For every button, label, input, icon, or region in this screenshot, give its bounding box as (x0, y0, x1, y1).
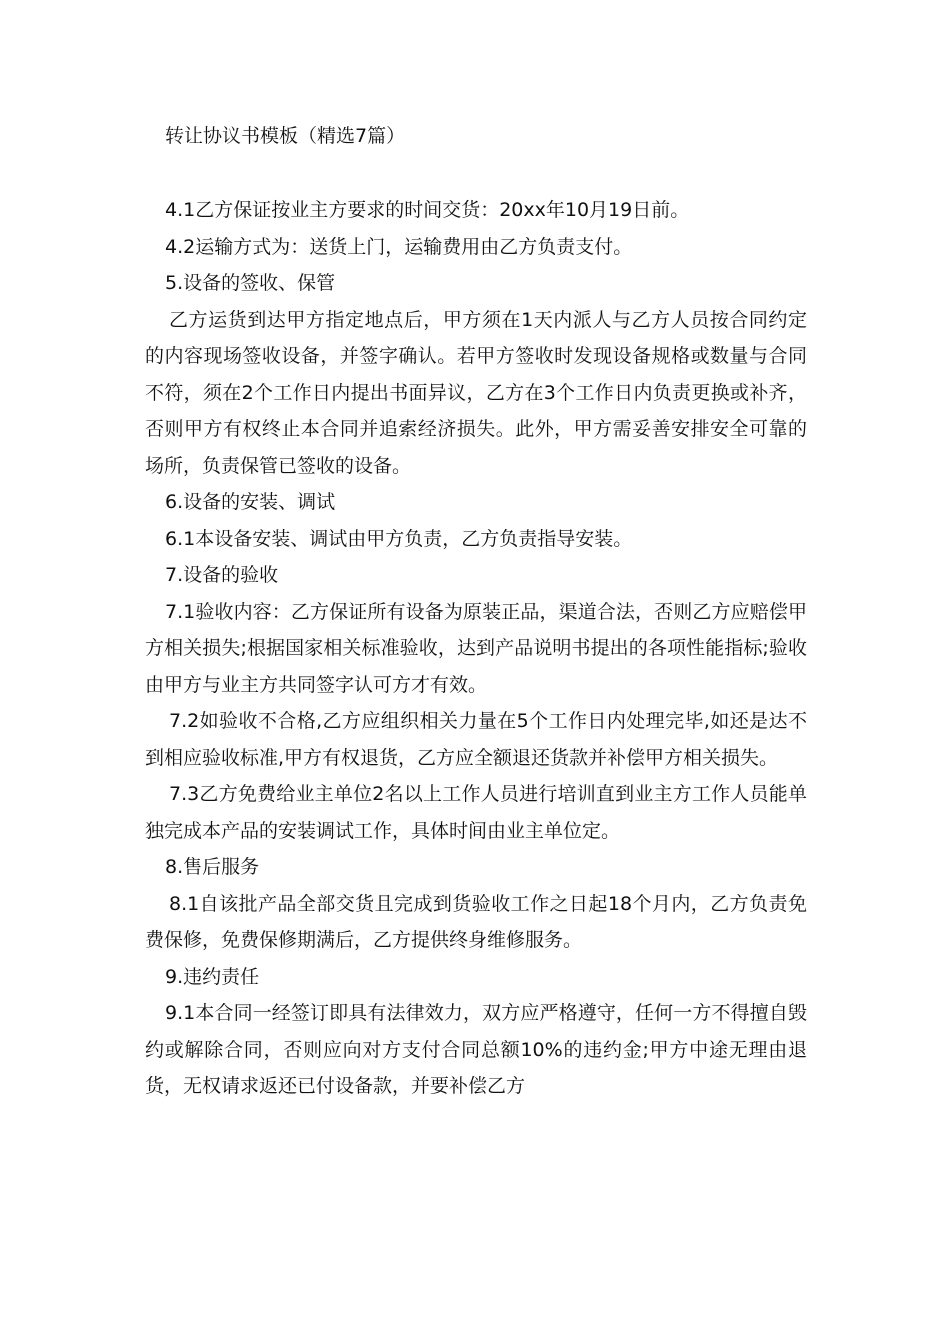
clause-7-2: 7.2如验收不合格,乙方应组织相关力量在5个工作日内处理完毕,如还是达不到相应验收标准,甲方有权退货，乙方应全额退还货款并补偿甲方相关损失。 (145, 710, 807, 769)
clause-4-1: 4.1乙方保证按业主方要求的时间交货：20xx年10月19日前。 (165, 199, 690, 221)
section-heading-5: 5.设备的签收、保管 (165, 272, 336, 294)
clause-8-1: 8.1自该批产品全部交货且完成到货验收工作之日起18个月内，乙方负责免费保修，免费保修期满后，乙方提供终身维修服务。 (145, 892, 807, 951)
clause-7-1: 7.1验收内容：乙方保证所有设备为原装正品，渠道合法，否则乙方应赔偿甲方相关损失;根据国家相关标准验收，达到产品说明书提出的各项性能指标;验收由甲方与业主方共同签字认可方才有效。 (145, 600, 807, 696)
document-body (145, 192, 807, 1105)
clause-5-body: 乙方运货到达甲方指定地点后，甲方须在1天内派人与乙方人员按合同约定的内容现场签收设备，并签字确认。若甲方签收时发现设备规格或数量与合同不符，须在2个工作日内提出书面异议，乙方在3个工作日内负责更换或补齐，否则甲方有权终止本合同并追索经济损失。此外，甲方需妥善安排安全可靠的场所，负责保管已签收的设备。 (145, 308, 807, 477)
section-heading-8: 8.售后服务 (165, 856, 260, 878)
clause-4-2: 4.2运输方式为：送货上门，运输费用由乙方负责支付。 (165, 235, 633, 258)
document-title: 转让协议书模板（精选7篇） (165, 125, 406, 147)
section-heading-9: 9.违约责任 (165, 965, 260, 988)
clause-7-3: 7.3乙方免费给业主单位2名以上工作人员进行培训直到业主方工作人员能单独完成本产品的安装调试工作，具体时间由业主单位定。 (145, 783, 807, 842)
section-heading-7: 7.设备的验收 (165, 564, 279, 586)
clause-6-1: 6.1本设备安装、调试由甲方负责，乙方负责指导安装。 (165, 527, 633, 550)
section-heading-6: 6.设备的安装、调试 (165, 491, 336, 513)
clause-9-1: 9.1本合同一经签订即具有法律效力，双方应严格遵守，任何一方不得擅自毁约或解除合同，否则应向对方支付合同总额10%的违约金;甲方中途无理由退货，无权请求返还已付设备款，并要补偿乙方 (145, 1002, 807, 1097)
